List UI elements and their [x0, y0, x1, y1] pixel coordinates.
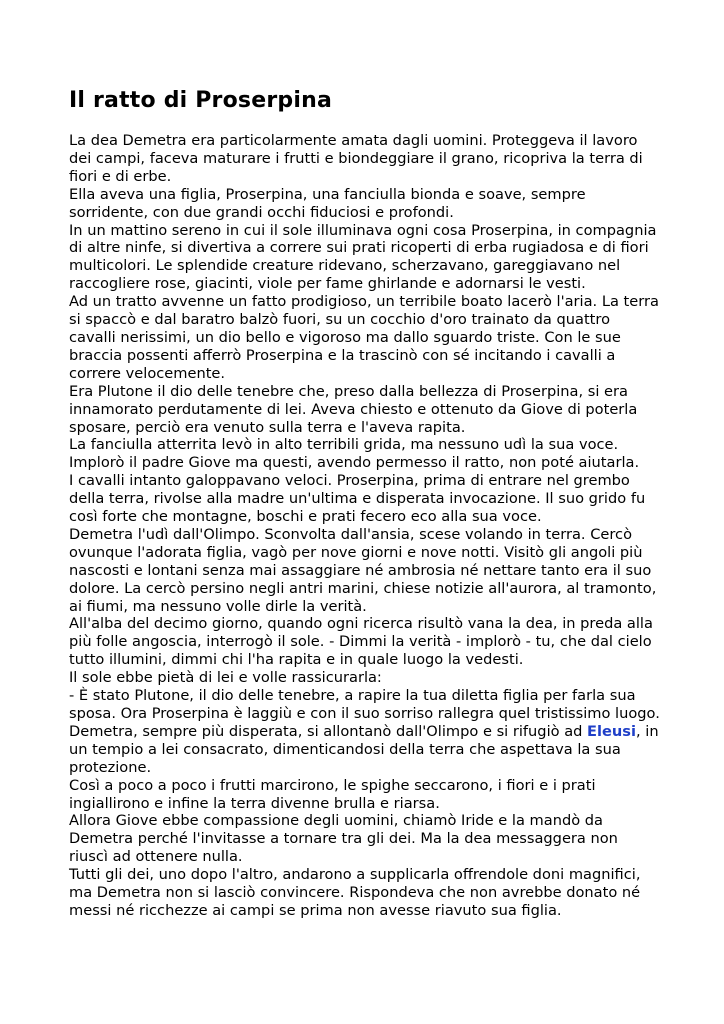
paragraph-14: Allora Giove ebbe compassione degli uomini, chiamò Iride e la mandò da Demetra perché l'invitasse a tornare tra gli dei. Ma la dea messaggera non riuscì ad ottenere nulla. — [69, 812, 618, 866]
paragraph-4: Ad un tratto avvenne un fatto prodigioso, un terribile boato lacerò l'aria. La terra si spaccò e dal baratro balzò fuori, su un cocchio d'oro trainato da quattro cavalli nerissimi, un dio bello e vigoroso ma dallo sguardo triste. Con le sue braccia possenti afferrò Proserpina e la trascinò con sé incitando i cavalli a correre velocemente. — [69, 293, 659, 382]
paragraph-eleusi — [69, 723, 661, 777]
document-page — [69, 84, 661, 920]
paragraph-6: La fanciulla atterrita levò in alto terribili grida, ma nessuno udì la sua voce. Implorò il padre Giove ma questi, avendo permesso il ratto, non poté aiutarla. — [69, 436, 640, 472]
paragraph-13: Così a poco a poco i frutti marcirono, le spighe seccarono, i fiori e i prati ingiallirono e infine la terra divenne brulla e riarsa. — [69, 776, 596, 812]
paragraph-15: Tutti gli dei, uno dopo l'altro, andarono a supplicarla offrendole doni magnifici, ma Demetra non si lasciò convincere. Rispondeva che non avrebbe donato né messi né ricchezze ai campi se prima non avesse riavuto sua figlia. — [69, 866, 641, 919]
paragraph-9: All'alba del decimo giorno, quando ogni ricerca risultò vana la dea, in preda alla più folle angoscia, interrogò il sole. - Dimmi la verità - implorò - tu, che dal cielo tutto illumini, dimmi chi l'ha rapita e in quale luogo la vedesti. — [69, 615, 653, 669]
story-text — [69, 132, 661, 920]
paragraph-eleusi-before: Demetra, sempre più disperata, si allontanò dall'Olimpo e si rifugiò ad — [69, 722, 588, 740]
paragraph-5: Era Plutone il dio delle tenebre che, preso dalla bellezza di Proserpina, si era innamorato perdutamente di lei. Aveva chiesto e ottenuto da Giove di poterla sposare, perciò era venuto sulla terra e l'aveva rapita. — [69, 382, 638, 436]
paragraph-eleusi-after: , in un tempio a lei consacrato, dimenticandosi della terra che aspettava la sua protezione. — [69, 722, 659, 776]
page-title: Il ratto di Proserpina — [69, 88, 332, 113]
paragraph-11: - È stato Plutone, il dio delle tenebre, a rapire la tua diletta figlia per farla sua sposa. Ora Proserpina è laggiù e con il suo sorriso rallegra quel tristissimo luogo. — [69, 687, 660, 722]
paragraph-2: Ella aveva una figlia, Proserpina, una fanciulla bionda e soave, sempre sorridente, con due grandi occhi fiduciosi e profondi. — [69, 185, 586, 221]
paragraph-10: Il sole ebbe pietà di lei e volle rassicurarla: — [69, 669, 382, 687]
paragraph-8: Demetra l'udì dall'Olimpo. Sconvolta dall'ansia, scese volando in terra. Cercò ovunque l'adorata figlia, vagò per nove giorni e nove notti. Visitò gli angoli più nascosti e lontani senza mai assaggiare né ambrosia né nettare tanto era il suo dolore. La cercò persino negli antri marini, chiese notizie all'aurora, al tramonto, ai fiumi, ma nessuno volle dirle la verità. — [69, 525, 657, 615]
paragraph-3: In un mattino sereno in cui il sole illuminava ogni cosa Proserpina, in compagnia di altre ninfe, si divertiva a correre sui prati ricoperti di erba rugiadosa e di fiori multicolori. Le splendide creature ridevano, scherzavano, gareggiavano nel raccogliere rose, giacinti, viole per fame ghirlande e adornarsi le vesti. — [69, 221, 657, 293]
eleusi-link[interactable]: Eleusi — [587, 722, 636, 740]
paragraph-7: I cavalli intanto galoppavano veloci. Proserpina, prima di entrare nel grembo della terra, rivolse alla madre un'ultima e disperata invocazione. Il suo grido fu così forte che montagne, boschi e prati fecero eco alla sua voce. — [69, 472, 646, 526]
paragraph-1: La dea Demetra era particolarmente amata dagli uomini. Proteggeva il lavoro dei campi, faceva maturare i frutti e biondeggiare il grano, ricopriva la terra di fiori e di erbe. — [69, 132, 643, 185]
